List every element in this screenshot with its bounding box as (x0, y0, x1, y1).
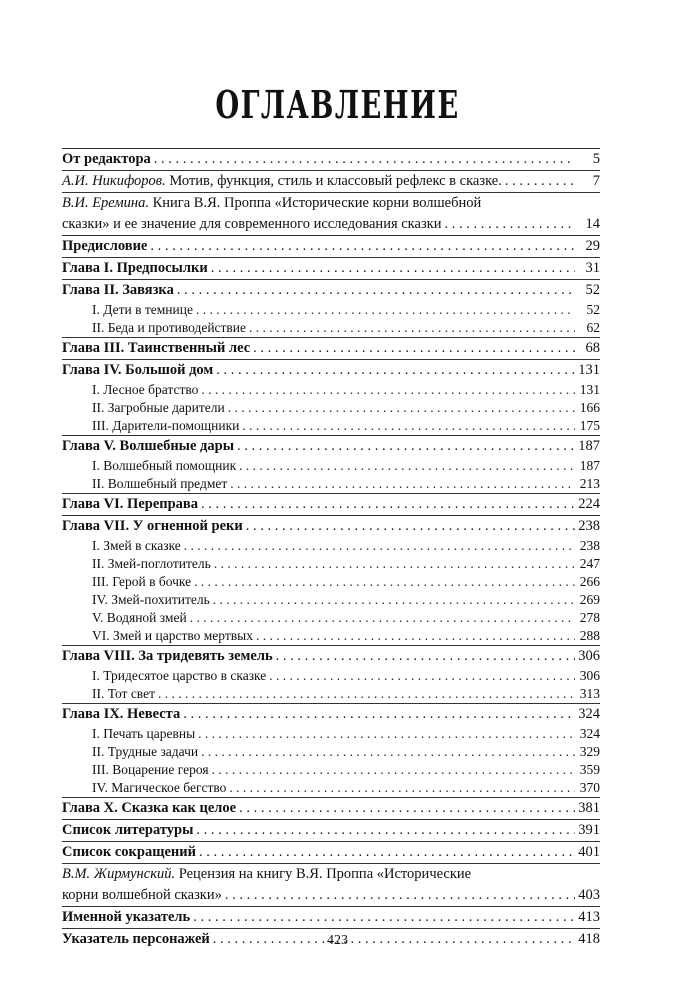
toc-leader-dots (213, 591, 575, 609)
toc-article-title: Рецензия на книгу В.Я. Проппа «Исторические (175, 866, 472, 882)
toc-article-line1 (62, 193, 600, 214)
toc-leader-dots (216, 360, 575, 381)
toc-label: II. Змей-поглотитель (92, 556, 211, 571)
toc-label: Глава I. Предпосылки (62, 260, 208, 276)
toc-section[interactable] (62, 609, 600, 627)
toc-leader-dots (444, 214, 575, 235)
toc-row (62, 494, 600, 515)
toc-label: Глава IV. Большой дом (62, 362, 214, 378)
toc-leader-dots (237, 436, 575, 457)
toc-page-number: 52 (585, 282, 600, 298)
toc-label: Глава VII. У огненной реки (62, 518, 243, 534)
toc-row (62, 842, 600, 863)
toc-section[interactable] (62, 457, 600, 475)
toc-leader-dots (184, 537, 575, 555)
toc-leader-dots (196, 301, 575, 319)
toc-chapter[interactable] (62, 359, 600, 381)
toc-label: III. Герой в бочке (92, 574, 192, 589)
toc-page-number: 175 (579, 418, 600, 433)
toc-chapter[interactable] (62, 435, 600, 457)
toc-label: Именной указатель (62, 909, 191, 925)
toc-article[interactable] (62, 192, 600, 235)
toc-row (92, 743, 600, 761)
toc-article-title: Мотив, функция, стиль и классовый рефлекс в сказке. (165, 173, 502, 189)
toc-label: Глава IX. Невеста (62, 706, 181, 722)
toc-label: II. Беда и противодействие (92, 320, 247, 335)
toc-leader-dots (246, 516, 575, 537)
toc-leader-dots (212, 761, 575, 779)
toc-row (92, 457, 600, 475)
toc-page-number: 324 (579, 726, 600, 741)
toc-leader-dots (190, 609, 575, 627)
toc-row (92, 475, 600, 493)
toc-page-number: 306 (579, 668, 600, 683)
toc-row (92, 537, 600, 555)
toc-leader-dots (198, 725, 575, 743)
toc-chapter[interactable] (62, 841, 600, 863)
toc-section[interactable] (62, 761, 600, 779)
toc-leader-dots (239, 798, 575, 819)
toc-page-number: 68 (585, 340, 600, 356)
toc-page-number: 247 (579, 556, 600, 571)
toc-page-number: 413 (578, 909, 600, 925)
toc-chapter[interactable] (62, 493, 600, 515)
toc-label: IV. Змей-похититель (92, 592, 210, 607)
toc-page-number: 313 (579, 686, 600, 701)
toc-row (62, 798, 600, 819)
toc-page-number: 324 (578, 706, 600, 722)
toc-row (62, 436, 600, 457)
toc-row (62, 516, 600, 537)
toc-page-number: 381 (578, 800, 600, 816)
toc-page-number: 52 (586, 302, 600, 317)
toc-label: I. Печать царевны (92, 726, 196, 741)
toc-leader-dots (256, 627, 575, 645)
toc-leader-dots (249, 319, 575, 337)
toc-chapter[interactable] (62, 148, 600, 170)
toc-page-number: 370 (579, 780, 600, 795)
toc-section[interactable] (62, 555, 600, 573)
toc-label: VI. Змей и царство мертвых (92, 628, 253, 643)
toc-section[interactable] (62, 591, 600, 609)
toc-page-number: 62 (586, 320, 600, 335)
toc-leader-dots (225, 885, 575, 906)
toc-leader-dots (194, 573, 575, 591)
toc-author: В.М. Жирмунский. (62, 866, 176, 882)
toc-label: I. Змей в сказке (92, 538, 181, 553)
toc-section[interactable] (62, 417, 600, 435)
toc-chapter[interactable] (62, 515, 600, 537)
toc-section[interactable] (62, 319, 600, 337)
toc-row (62, 820, 600, 841)
toc-row (62, 258, 600, 279)
toc-row (92, 399, 600, 417)
toc-leader-dots (214, 555, 575, 573)
toc-chapter[interactable] (62, 257, 600, 279)
toc-row (92, 627, 600, 645)
toc-page-number: 401 (578, 844, 600, 860)
toc-page-number: 418 (578, 931, 600, 947)
toc-author: А.И. Никифоров. (62, 173, 166, 189)
toc-article[interactable] (62, 863, 600, 906)
toc-row (92, 591, 600, 609)
toc-leader-dots (201, 494, 575, 515)
toc-row (92, 301, 600, 319)
toc-label: Предисловие (62, 238, 148, 254)
toc-page-number: 306 (578, 648, 600, 664)
toc-leader-dots (193, 907, 575, 928)
toc-section[interactable] (62, 537, 600, 555)
toc-label: Список литературы (62, 822, 194, 838)
toc-chapter[interactable] (62, 337, 600, 359)
toc-label: IV. Магическое бегство (92, 780, 227, 795)
page-title: ОГЛАВЛЕНИЕ (215, 82, 460, 127)
toc-article[interactable] (62, 170, 600, 192)
toc-page-number: 269 (579, 592, 600, 607)
toc-article-line1 (62, 864, 600, 885)
toc-section[interactable] (62, 627, 600, 645)
toc-leader-dots (229, 779, 575, 797)
toc-row (92, 667, 600, 685)
toc-label: Глава III. Таинственный лес (62, 340, 251, 356)
toc-page-number: 187 (578, 438, 600, 454)
toc-chapter[interactable] (62, 797, 600, 819)
toc-row (92, 685, 600, 703)
toc-section[interactable] (62, 725, 600, 743)
toc-section[interactable] (62, 573, 600, 591)
toc-page-number: 288 (579, 628, 600, 643)
toc-chapter[interactable] (62, 279, 600, 301)
toc-leader-dots (199, 842, 575, 863)
toc-page-number: 31 (585, 260, 600, 276)
toc-row (92, 573, 600, 591)
toc-label: Список сокращений (62, 844, 196, 860)
toc-leader-dots (158, 685, 575, 703)
toc-chapter[interactable] (62, 235, 600, 257)
toc-label: II. Трудные задачи (92, 744, 199, 759)
toc-row (92, 761, 600, 779)
toc-page-number: 213 (579, 476, 600, 491)
toc-leader-dots (196, 820, 575, 841)
toc-label: Глава VIII. За тридевять земель (62, 648, 273, 664)
table-of-contents (62, 148, 600, 950)
toc-leader-dots (154, 149, 575, 170)
toc-leader-dots (228, 399, 575, 417)
toc-page-number: 224 (578, 496, 600, 512)
toc-row (92, 609, 600, 627)
toc-chapter[interactable] (62, 645, 600, 667)
toc-label: III. Дарители-помощники (92, 418, 240, 433)
toc-row (92, 319, 600, 337)
toc-label: Глава II. Завязка (62, 282, 174, 298)
toc-label: I. Лесное братство (92, 382, 199, 397)
toc-label: Глава V. Волшебные дары (62, 438, 235, 454)
toc-leader-dots (253, 338, 575, 359)
toc-leader-dots (242, 417, 575, 435)
toc-label: От редактора (62, 151, 151, 167)
toc-chapter[interactable] (62, 906, 600, 928)
toc-leader-dots (201, 381, 575, 399)
toc-row (62, 907, 600, 928)
toc-row (62, 171, 600, 192)
toc-row (62, 214, 600, 235)
toc-leader-dots (505, 171, 575, 192)
toc-row (92, 555, 600, 573)
toc-article-title-cont: сказки» и ее значение для современного исследования сказки (62, 216, 442, 232)
toc-page-number: 29 (585, 238, 600, 254)
toc-page-number: 187 (579, 458, 600, 473)
toc-row (62, 885, 600, 906)
toc-leader-dots (150, 236, 575, 257)
toc-row (92, 417, 600, 435)
toc-page-number: 238 (578, 518, 600, 534)
toc-page-number: 329 (579, 744, 600, 759)
toc-leader-dots (239, 457, 575, 475)
toc-leader-dots (230, 475, 575, 493)
page-number: 423 (327, 933, 348, 948)
toc-leader-dots (276, 646, 575, 667)
toc-page-number: 131 (579, 382, 600, 397)
toc-chapter[interactable] (62, 819, 600, 841)
toc-row (92, 381, 600, 399)
toc-label: I. Тридесятое царство в сказке (92, 668, 267, 683)
toc-section[interactable] (62, 399, 600, 417)
toc-leader-dots (201, 743, 575, 761)
toc-row (92, 779, 600, 797)
toc-author: В.И. Еремина. (62, 195, 149, 211)
toc-label (62, 171, 502, 192)
toc-page-number: 131 (578, 362, 600, 378)
toc-leader-dots (269, 667, 575, 685)
toc-section[interactable] (62, 743, 600, 761)
toc-row (62, 236, 600, 257)
toc-label: III. Воцарение героя (92, 762, 209, 777)
toc-leader-dots (211, 258, 575, 279)
toc-row (92, 725, 600, 743)
toc-page-number: 403 (578, 887, 600, 903)
toc-row (62, 338, 600, 359)
toc-page-number: 7 (592, 173, 600, 189)
toc-leader-dots (183, 704, 575, 725)
toc-row (62, 360, 600, 381)
toc-label: II. Загробные дарители (92, 400, 225, 415)
toc-row (62, 149, 600, 170)
toc-label: Глава X. Сказка как целое (62, 800, 237, 816)
toc-section[interactable] (62, 381, 600, 399)
toc-page-number: 391 (578, 822, 600, 838)
toc-article-title: Книга В.Я. Проппа «Исторические корни волшебной (148, 195, 482, 211)
toc-section[interactable] (62, 667, 600, 685)
toc-label: I. Дети в темнице (92, 302, 193, 317)
toc-label: V. Водяной змей (92, 610, 187, 625)
toc-leader-dots (177, 280, 575, 301)
toc-page-number: 278 (579, 610, 600, 625)
toc-label: II. Волшебный предмет (92, 476, 228, 491)
toc-label: II. Тот свет (92, 686, 155, 701)
toc-label: I. Волшебный помощник (92, 458, 237, 473)
toc-row (62, 704, 600, 725)
toc-section[interactable] (62, 685, 600, 703)
toc-section[interactable] (62, 475, 600, 493)
toc-section[interactable] (62, 301, 600, 319)
toc-page-number: 166 (579, 400, 600, 415)
toc-page-number: 238 (579, 538, 600, 553)
toc-label: Указатель персонажей (62, 931, 210, 947)
toc-row (62, 280, 600, 301)
toc-chapter[interactable] (62, 703, 600, 725)
toc-page-number: 359 (579, 762, 600, 777)
toc-page-number: 5 (592, 151, 600, 167)
toc-page-number: 266 (579, 574, 600, 589)
toc-row (62, 646, 600, 667)
toc-article-title-cont: корни волшебной сказки» (62, 887, 222, 903)
toc-label: Глава VI. Переправа (62, 496, 199, 512)
toc-page-number: 14 (585, 216, 600, 232)
toc-section[interactable] (62, 779, 600, 797)
